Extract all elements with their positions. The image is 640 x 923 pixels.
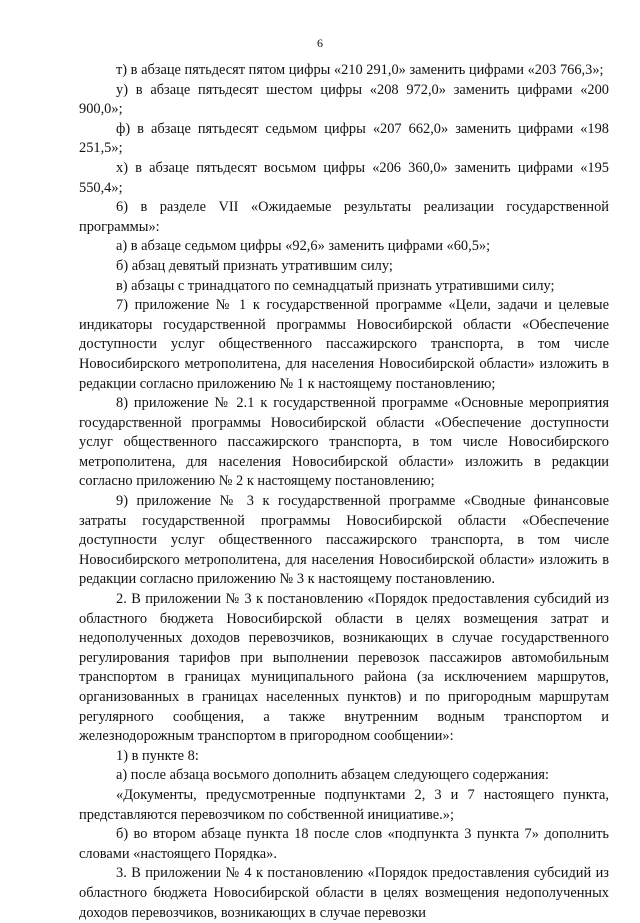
paragraph: х) в абзаце пятьдесят восьмом цифры «206 360,0» заменить цифрами «195 550,4»; <box>79 159 609 196</box>
paragraph: б) во втором абзаце пункта 18 после слов «подпункта 3 пункта 7» дополнить словами «настоящего Порядка». <box>79 826 609 862</box>
page-number: 6 <box>317 36 323 50</box>
paragraph: 8) приложение № 2.1 к государственной программе «Основные мероприятия государственной программы Новосибирской области «Обеспечение доступности услуг общественного пассажирского транспорта, в том числе Новосибирского метрополитена, для населения Новосибирской области» изложить в редакции согласно приложению № 2 к настоящему постановлению; <box>79 395 609 490</box>
paragraph: у) в абзаце пятьдесят шестом цифры «208 972,0» заменить цифрами «200 900,0»; <box>79 81 609 118</box>
paragraph: «Документы, предусмотренные подпунктами 2, 3 и 7 настоящего пункта, представляются перевозчиком по собственной инициативе.»; <box>79 786 609 823</box>
paragraph: 7) приложение № 1 к государственной программе «Цели, задачи и целевые индикаторы государственной программы Новосибирской области «Обеспечение доступности услуг общественного пассажирского транспорта, в том числе Новосибирского метрополитена, для населения Новосибирской области» изложить в редакции согласно приложению № 1 к настоящему постановлению; <box>79 297 609 392</box>
paragraph: 1) в пункте 8: <box>116 747 199 764</box>
paragraph: ф) в абзаце пятьдесят седьмом цифры «207 662,0» заменить цифрами «198 251,5»; <box>79 120 609 157</box>
paragraph: а) после абзаца восьмого дополнить абзацем следующего содержания: <box>116 767 549 784</box>
paragraph: т) в абзаце пятьдесят пятом цифры «210 291,0» заменить цифрами «203 766,3»; <box>116 62 604 78</box>
paragraph: 6) в разделе VII «Ожидаемые результаты реализации государственной программы»: <box>79 199 609 235</box>
document-body <box>79 61 609 923</box>
paragraph: 9) приложение № 3 к государственной программе «Сводные финансовые затраты государственной программы Новосибирской области «Обеспечение доступности услуг общественного пассажирского транспорта, в том числе Новосибирского метрополитена, для населения Новосибирской области» изложить в редакции согласно приложению № 3 к настоящему постановлению. <box>79 493 609 588</box>
paragraph: б) абзац девятый признать утратившим силу; <box>116 257 393 274</box>
paragraph: 3. В приложении № 4 к постановлению «Порядок предоставления субсидий из областного бюджета Новосибирской области в целях возмещения недополученных доходов перевозчиков, возникающих в случае перевозки <box>79 865 609 921</box>
paragraph: а) в абзаце седьмом цифры «92,6» заменить цифрами «60,5»; <box>116 238 491 255</box>
paragraph: в) абзацы с тринадцатого по семнадцатый признать утратившими силу; <box>116 277 555 294</box>
paragraph: 2. В приложении № 3 к постановлению «Порядок предоставления субсидий из областного бюджета Новосибирской области в целях возмещения затрат и недополученных доходов перевозчиков, возникающих в случае государственного регулирования тарифов при выполнении перевозок пассажиров автомобильным транспортом в границах муниципального района (за исключением маршрутов, организованных в границах населенных пунктов) и по пригородным маршрутам регулярного сообщения, а также внутренним водным транспортом и железнодорожным транспортом в пригородном сообщении»: <box>79 591 609 745</box>
